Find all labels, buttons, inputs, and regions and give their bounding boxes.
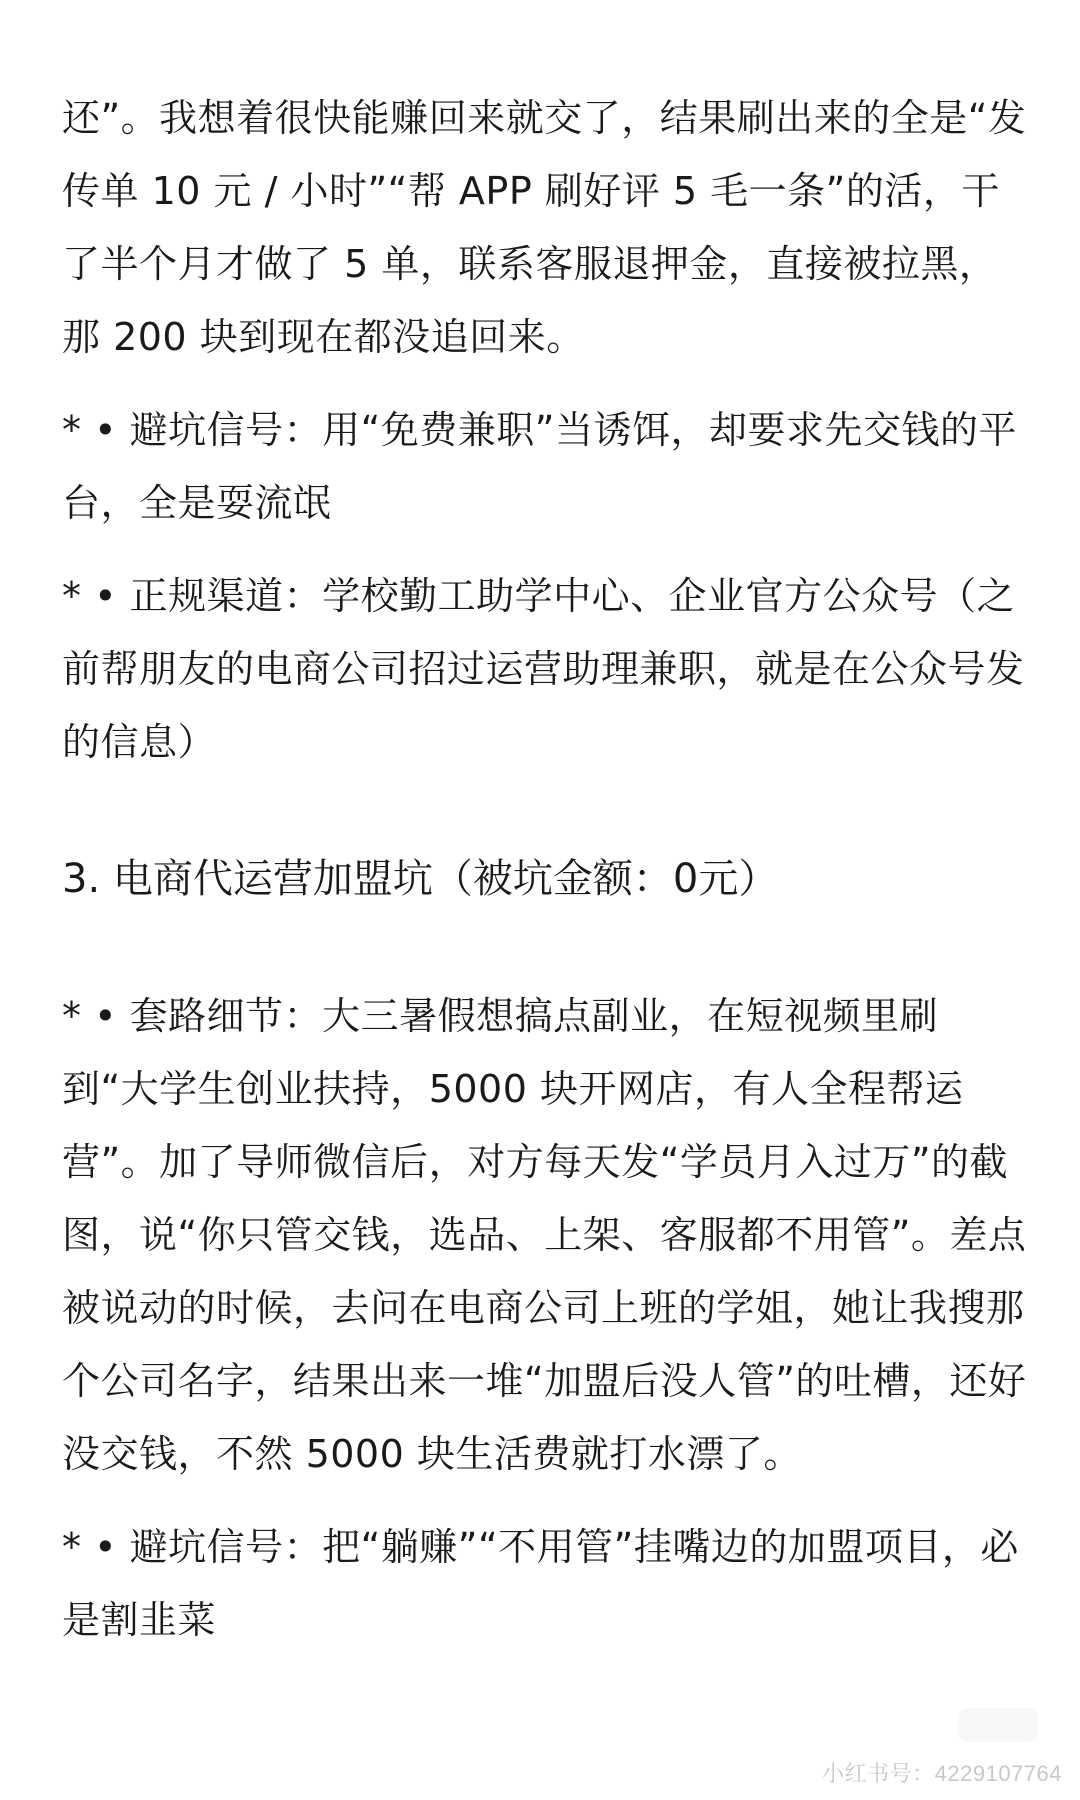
bullet-marker: * • (62, 994, 130, 1038)
bullet-text: 避坑信号：把“躺赚”“不用管”挂嘴边的加盟项目，必是割韭菜 (62, 1525, 1019, 1642)
bullet-text: 正规渠道：学校勤工助学中心、企业官方公众号（之前帮朋友的电商公司招过运营助理兼职，就是在公众号发的信息） (62, 574, 1025, 764)
bullet-marker: * • (62, 1525, 130, 1569)
paragraph-story: 还”。我想着很快能赚回来就交了，结果刷出来的全是“发传单 10 元 / 小时”“帮 APP 刷好评 5 毛一条”的活，干了半个月才做了 5 单，联系客服退押金，直接被拉黑，那 200 块到现在都没追回来。 (62, 96, 1027, 359)
bullet-text: 套路细节：大三暑假想搞点副业，在短视频里刷到“大学生创业扶持，5000 块开网店，有人全程帮运营”。加了导师微信后，对方每天发“学员月入过万”的截图，说“你只管交钱，选品、上架、客服都不用管”。差点被说动的时候，去问在电商公司上班的学姐，她让我搜那个公司名字，结果出来一堆“加盟后没人管”的吐槽，还好没交钱，不然 5000 块生活费就打水漂了。 (62, 994, 1027, 1476)
bullet-avoid-signal-1 (62, 394, 1030, 540)
bullet-official-channel (62, 560, 1030, 779)
bullet-text: 避坑信号：用“免费兼职”当诱饵，却要求先交钱的平台，全是耍流氓 (62, 408, 1017, 525)
section-heading: 3. 电商代运营加盟坑（被坑金额：0元） (62, 856, 779, 902)
watermark-text: 小红书号：4229107764 (822, 1761, 1062, 1786)
bullet-avoid-signal-2 (62, 1511, 1030, 1657)
bullet-marker: * • (62, 408, 130, 452)
watermark-logo-icon (958, 1708, 1038, 1742)
bullet-trick-details (62, 980, 1030, 1491)
article-body (62, 82, 1030, 1657)
bullet-marker: * • (62, 574, 130, 618)
